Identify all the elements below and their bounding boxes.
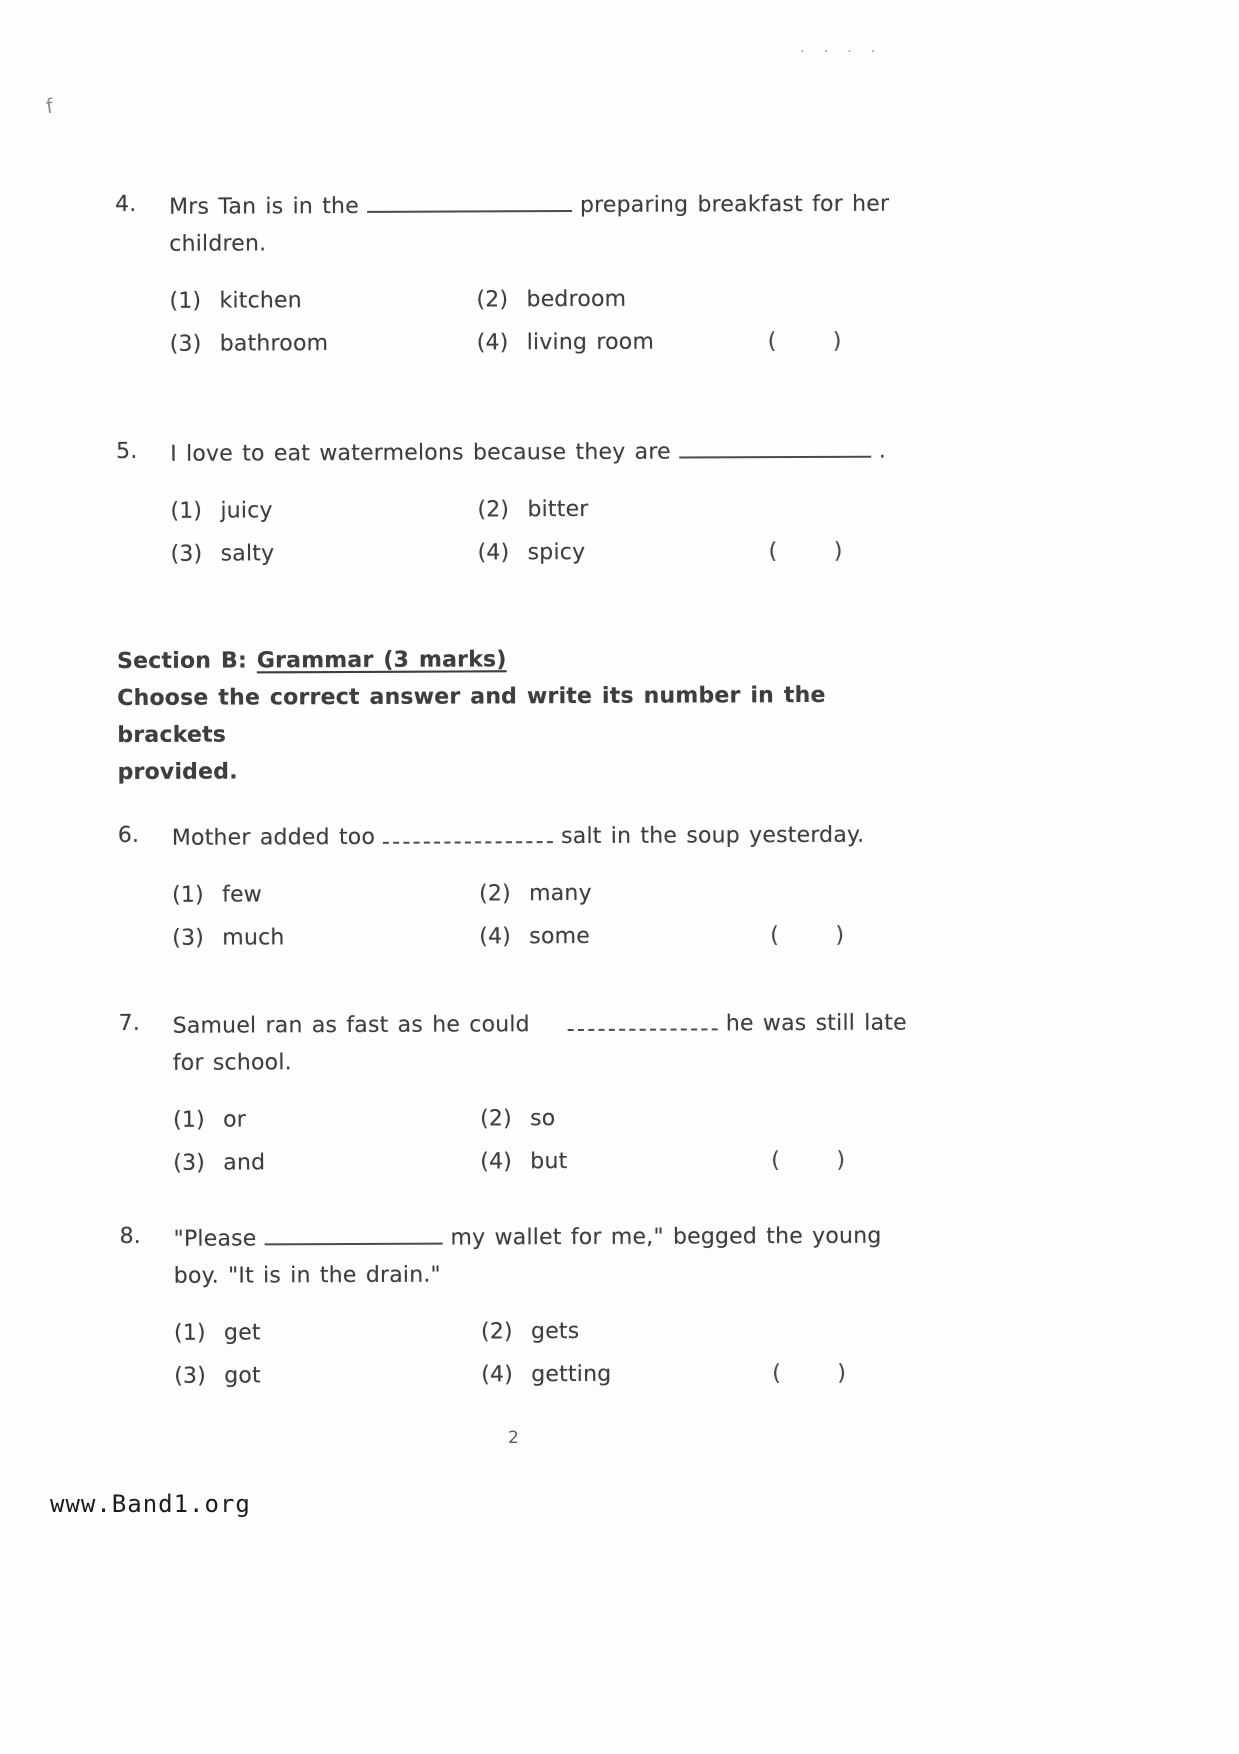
option-1 [172, 875, 479, 913]
options-grid [169, 280, 841, 363]
option-number: (3) [169, 331, 202, 357]
answer-blank-line [383, 815, 553, 844]
question-text-line2: children. [169, 231, 267, 257]
question-number: 4. [115, 191, 137, 217]
question-text-after-blank: preparing breakfast for her [579, 191, 890, 218]
answer-blank-line [367, 184, 572, 213]
option-number: (3) [173, 1150, 206, 1176]
option-label: spicy [527, 539, 586, 566]
option-number: (2) [476, 287, 509, 313]
question-text-line2: for school. [172, 1050, 292, 1076]
bracket-open: ( [770, 923, 780, 949]
bracket-close: ) [833, 538, 843, 564]
option-1 [170, 491, 477, 529]
option-label: but [530, 1149, 568, 1175]
bracket-close: ) [835, 922, 845, 948]
footer-url: www.Band1.org [50, 1490, 251, 1518]
question-4 [115, 183, 916, 363]
option-4 [479, 918, 590, 955]
option-number: (2) [480, 1106, 512, 1132]
option-label: many [529, 880, 592, 907]
answer-blank-line [264, 1217, 442, 1246]
option-label: and [223, 1150, 266, 1176]
option-label: kitchen [219, 288, 302, 314]
bracket-open: ( [768, 539, 778, 565]
option-1 [173, 1100, 480, 1138]
question-text [172, 814, 918, 857]
option-1 [169, 281, 476, 319]
page-content [115, 183, 920, 1395]
option-label: living room [526, 329, 655, 356]
option-number: (4) [481, 1362, 514, 1388]
question-5 [116, 430, 917, 573]
scan-artifact-dots: . . . . [800, 38, 883, 56]
option-number: (1) [172, 882, 204, 908]
question-text-after-blank: salt in the soup yesterday. [561, 822, 865, 850]
option-label: gets [530, 1318, 580, 1345]
bracket-close: ) [832, 328, 842, 354]
question-6 [118, 814, 919, 957]
option-2 [476, 281, 626, 319]
option-label: much [222, 925, 285, 951]
option-number: (1) [170, 498, 203, 524]
page-number: 2 [508, 1428, 519, 1448]
bracket-close: ) [837, 1360, 847, 1386]
option-label: salty [220, 541, 275, 567]
scan-artifact-mark: f [44, 93, 55, 119]
option-label: got [224, 1363, 261, 1389]
option-number: (4) [476, 330, 509, 356]
option-number: (2) [477, 497, 510, 523]
option-3 [170, 324, 477, 362]
option-4 [480, 1143, 567, 1180]
bracket-close: ) [836, 1147, 846, 1173]
question-number: 7. [118, 1010, 141, 1036]
option-label: bathroom [219, 331, 329, 357]
option-number: (3) [170, 541, 203, 567]
option-3 [174, 1356, 481, 1394]
question-text-before-blank: Mother added too [171, 824, 376, 851]
option-2 [477, 491, 588, 528]
options-grid [172, 874, 844, 957]
option-number: (1) [173, 1320, 206, 1346]
option-1 [174, 1313, 481, 1351]
question-text [174, 1214, 920, 1294]
answer-brackets [769, 533, 843, 570]
option-number: (3) [174, 1363, 207, 1389]
question-text [173, 1002, 919, 1082]
option-4 [478, 534, 586, 571]
option-label: some [529, 923, 591, 950]
options-grid [170, 490, 842, 573]
answer-brackets [768, 323, 842, 360]
question-text-after-blank: my wallet for me," begged the young [450, 1223, 882, 1251]
section-b-heading [117, 640, 918, 791]
bracket-open: ( [772, 1361, 782, 1387]
option-label: few [222, 882, 263, 908]
question-text-before-blank: Mrs Tan is in the [169, 193, 359, 220]
answer-blank-line [679, 430, 871, 459]
option-label: bitter [527, 496, 589, 523]
option-3 [173, 1143, 480, 1181]
option-4 [481, 1356, 611, 1394]
option-label: bedroom [526, 286, 627, 313]
option-number: (2) [479, 881, 511, 907]
option-number: (1) [169, 288, 202, 314]
option-4 [477, 324, 655, 362]
option-2 [480, 1100, 555, 1137]
section-instruction-line1: Choose the correct answer and write its number in the brackets [117, 682, 826, 748]
question-text-after-blank: . [878, 438, 887, 464]
answer-brackets [771, 1142, 845, 1179]
question-number: 8. [119, 1223, 142, 1249]
option-3 [172, 918, 479, 956]
option-2 [479, 875, 592, 912]
option-label: juicy [220, 498, 273, 524]
answer-blank-line [568, 1002, 718, 1031]
question-text [169, 183, 915, 263]
option-label: get [223, 1320, 261, 1346]
option-label: getting [531, 1361, 612, 1388]
answer-brackets [770, 917, 844, 954]
question-text-line2: boy. "It is in the drain." [173, 1262, 441, 1289]
section-title [117, 640, 917, 680]
option-number: (4) [480, 1149, 513, 1175]
question-text [170, 430, 916, 473]
question-text-before-blank: Samuel ran as fast as he could [172, 1012, 530, 1039]
option-label: or [223, 1107, 247, 1133]
question-text-before-blank: I love to eat watermelons because they are [170, 439, 671, 467]
section-title-prefix: Section B: [117, 648, 257, 674]
option-number: (4) [477, 540, 510, 566]
question-number: 5. [116, 438, 138, 464]
option-number: (1) [173, 1107, 205, 1133]
question-7 [119, 1002, 920, 1182]
section-title-underlined: Grammar (3 marks) [256, 647, 507, 674]
section-instruction-line2: provided. [117, 759, 238, 785]
option-label: so [530, 1106, 556, 1132]
option-number: (4) [479, 924, 512, 950]
bracket-open: ( [767, 329, 777, 355]
option-3 [171, 534, 478, 572]
bracket-open: ( [771, 1148, 781, 1174]
option-2 [481, 1313, 580, 1350]
options-grid [173, 1099, 845, 1182]
question-text-after-blank: he was still late [725, 1010, 907, 1037]
question-text-before-blank: "Please [173, 1226, 257, 1252]
answer-brackets [772, 1355, 846, 1392]
options-grid [174, 1312, 846, 1395]
question-8 [120, 1214, 921, 1394]
question-number: 6. [117, 822, 140, 848]
option-number: (2) [480, 1319, 513, 1345]
option-number: (3) [172, 925, 205, 951]
